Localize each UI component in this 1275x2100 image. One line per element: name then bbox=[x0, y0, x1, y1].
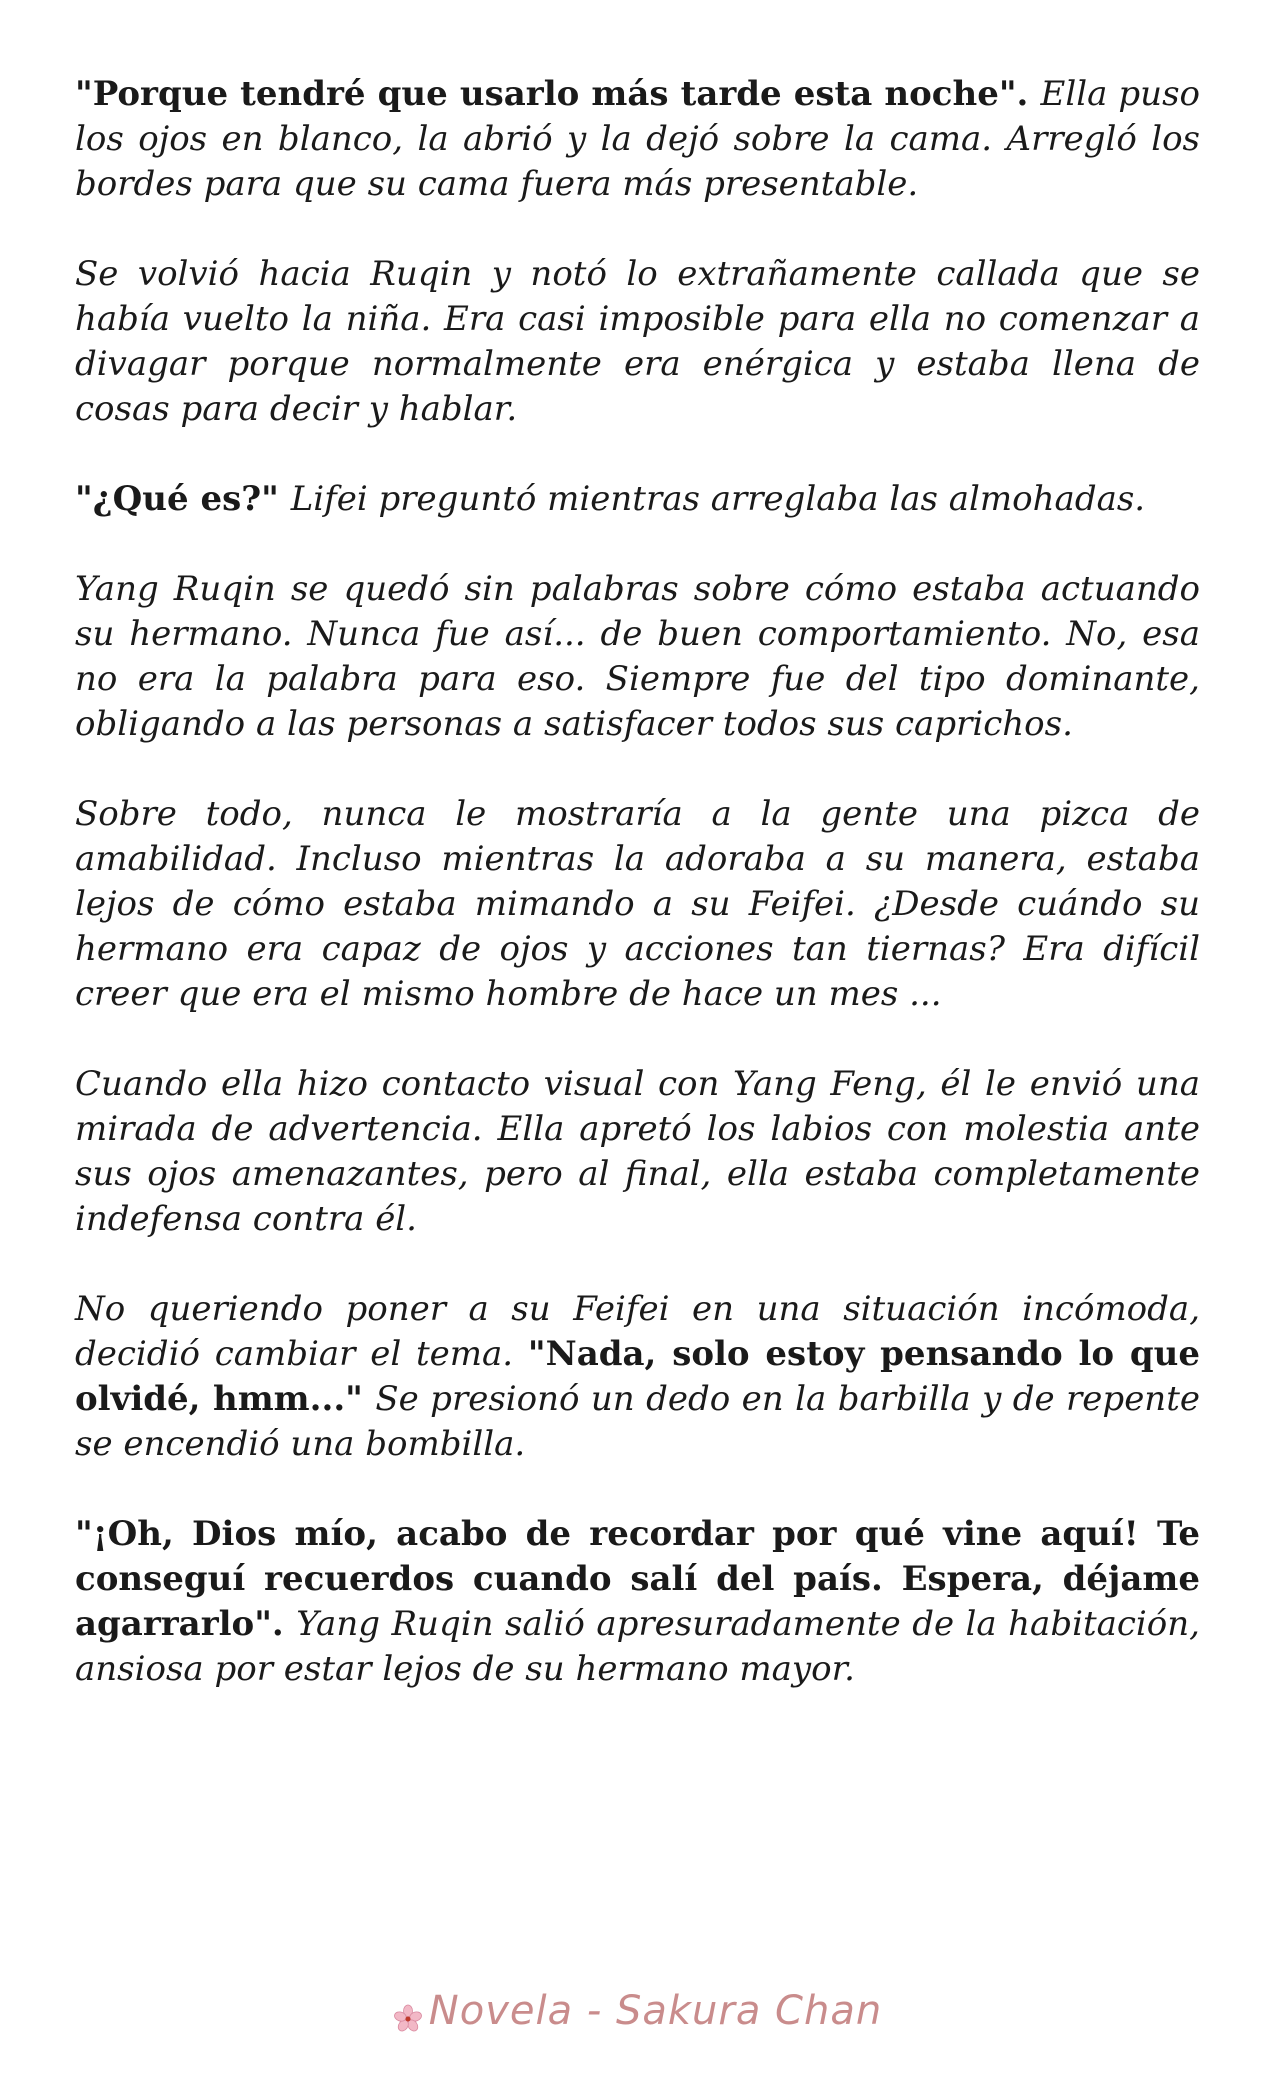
paragraph bbox=[75, 72, 1200, 207]
dialogue-text: "¿Qué es?" bbox=[75, 479, 291, 519]
paragraph bbox=[75, 252, 1200, 432]
dialogue-text: " bbox=[75, 74, 93, 114]
paragraph bbox=[75, 1287, 1200, 1467]
narration-text: Se presionó un dedo en la barbilla y de repente se encendió una bombilla. bbox=[75, 1379, 1200, 1464]
watermark-text: Novela - Sakura Chan bbox=[428, 1988, 883, 2034]
narration-text: No queriendo poner a su Feifei en una situación incómoda, decidió cambiar el tema. bbox=[75, 1289, 1200, 1374]
paragraph bbox=[75, 1512, 1200, 1692]
dialogue-text: "Nada, solo estoy pensando lo que olvidé, hmm..." bbox=[75, 1334, 1200, 1419]
dialogue-text: "¡Oh, Dios mío, acabo de recordar por qué vine aquí! Te conseguí recuerdos cuando salí del país. Espera, déjame agarrarlo". bbox=[75, 1514, 1200, 1644]
sakura-flower-icon bbox=[393, 1998, 423, 2028]
watermark-footer bbox=[0, 1988, 1275, 2034]
chapter-text bbox=[75, 72, 1200, 1737]
narration-text: Sobre todo, nunca le mostraría a la gente una pizca de amabilidad. Incluso mientras la adoraba a su manera, estaba lejos de cómo estaba mimando a su Feifei. ¿Desde cuándo su hermano era capaz de ojos y acciones tan tiernas? Era difícil creer que era el mismo hombre de hace un mes ... bbox=[75, 794, 1200, 1014]
paragraph bbox=[75, 477, 1200, 522]
dialogue-text: ". bbox=[998, 74, 1041, 114]
narration-text: Yang Ruqin se quedó sin palabras sobre cómo estaba actuando su hermano. Nunca fue así... de buen comportamiento. No, esa no era la palabra para eso. Siempre fue del tipo dominante, obligando a las personas a satisfacer todos sus caprichos. bbox=[75, 569, 1200, 744]
narration-text: Yang Ruqin salió apresuradamente de la habitación, ansiosa por estar lejos de su hermano mayor. bbox=[75, 1604, 1200, 1689]
paragraph bbox=[75, 792, 1200, 1017]
dialogue-text: Porque tendré que usarlo más tarde esta noche bbox=[92, 74, 999, 114]
narration-text: Lifei preguntó mientras arreglaba las almohadas. bbox=[290, 479, 1146, 519]
paragraph bbox=[75, 1062, 1200, 1242]
narration-text: Ella puso los ojos en blanco, la abrió y la dejó sobre la cama. Arregló los bordes para que su cama fuera más presentable. bbox=[75, 74, 1200, 204]
paragraph bbox=[75, 567, 1200, 747]
narration-text: Se volvió hacia Ruqin y notó lo extrañamente callada que se había vuelto la niña. Era casi imposible para ella no comenzar a divagar porque normalmente era enérgica y estaba llena de cosas para decir y hablar. bbox=[75, 254, 1200, 429]
narration-text: Cuando ella hizo contacto visual con Yang Feng, él le envió una mirada de advertencia. Ella apretó los labios con molestia ante sus ojos amenazantes, pero al final, ella estaba completamente indefensa contra él. bbox=[75, 1064, 1200, 1239]
